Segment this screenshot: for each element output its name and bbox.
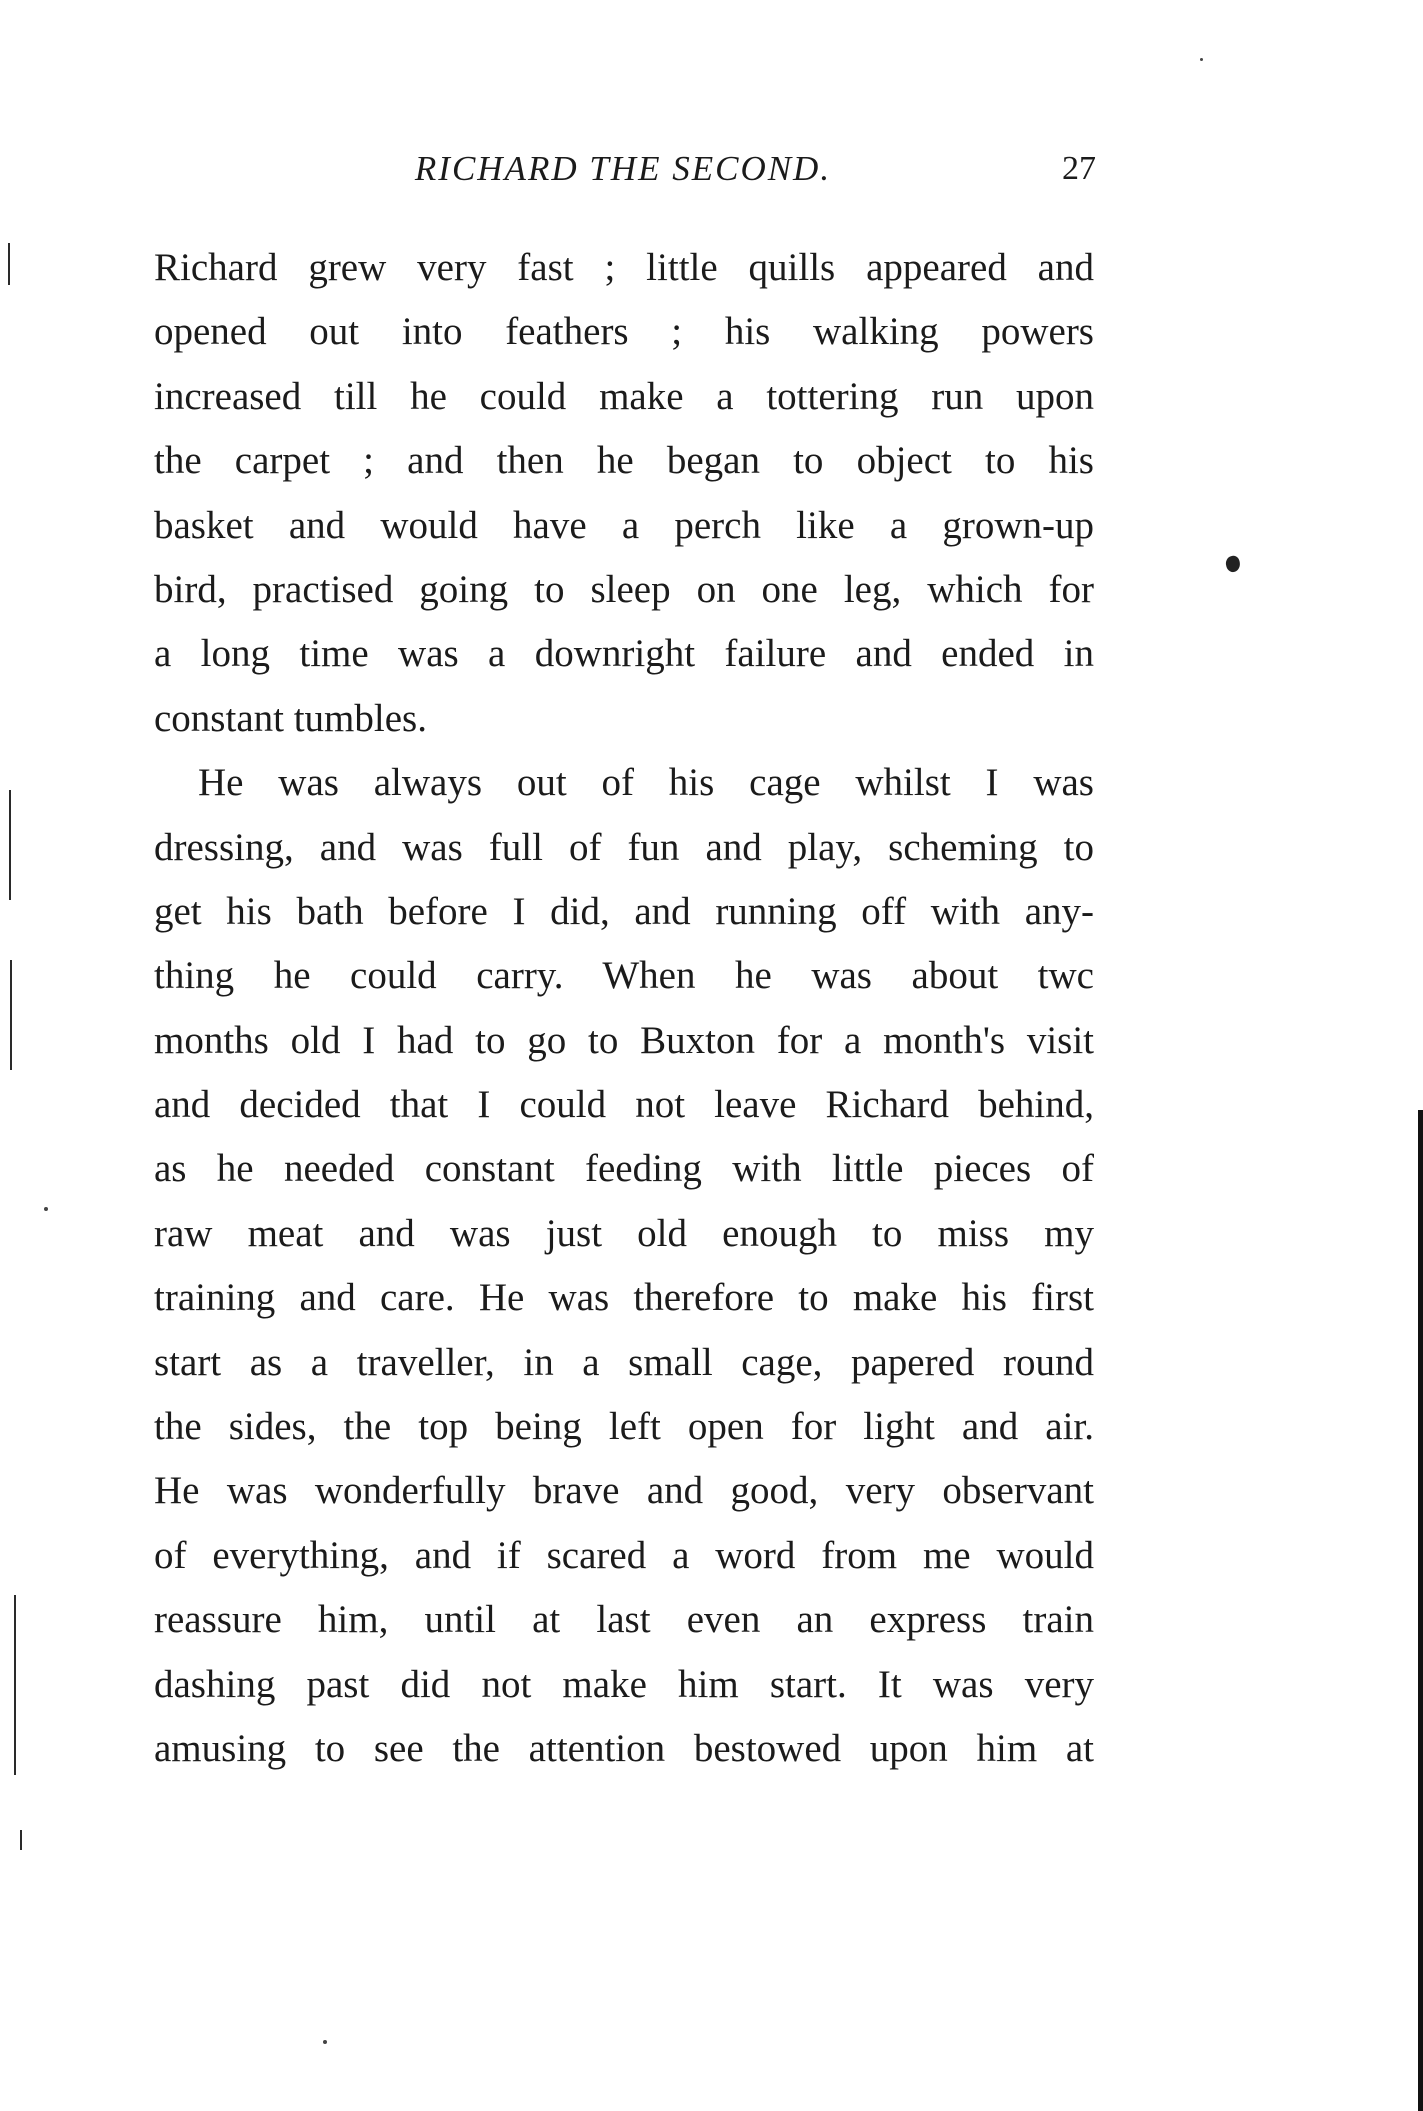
page-number: 27 (1062, 150, 1096, 187)
text-line: thing he could carry. When he was about twc (154, 954, 1094, 998)
text-line: He was always out of his cage whilst I was (198, 761, 1094, 805)
text-line: increased till he could make a tottering run upon (154, 374, 1094, 418)
text-line: basket and would have a perch like a grown-up (154, 503, 1094, 547)
text-line: reassure him, until at last even an express train (154, 1598, 1094, 1642)
page-edge-rule (1418, 1110, 1423, 2111)
text-line: and decided that I could not leave Richard behind, (154, 1083, 1094, 1127)
text-line: raw meat and was just old enough to miss my (154, 1211, 1094, 1255)
text-line: amusing to see the attention bestowed upon him at (154, 1726, 1094, 1770)
text-line: opened out into feathers ; his walking powers (154, 310, 1094, 354)
binding-shadow (20, 1830, 22, 1850)
text-line: bird, practised going to sleep on one leg, which for (154, 567, 1094, 611)
text-line: dressing, and was full of fun and play, scheming to (154, 825, 1094, 869)
speck (44, 1207, 48, 1211)
text-line: of everything, and if scared a word from me would (154, 1533, 1094, 1577)
body-text (154, 236, 1094, 1781)
text-line: Richard grew very fast ; little quills appeared and (154, 246, 1094, 289)
text-line: as he needed constant feeding with little pieces of (154, 1147, 1094, 1191)
binding-shadow (9, 790, 11, 900)
speck (1200, 58, 1203, 61)
text-line: dashing past did not make him start. It was very (154, 1662, 1094, 1706)
running-title: RICHARD THE SECOND. (414, 149, 832, 188)
text-line: training and care. He was therefore to make his first (154, 1276, 1094, 1320)
binding-shadow (14, 1595, 16, 1775)
text-line: a long time was a downright failure and ended in (154, 632, 1094, 676)
text-line: months old I had to go to Buxton for a month's visit (154, 1018, 1094, 1062)
binding-shadow (8, 243, 10, 285)
text-line: get his bath before I did, and running off with any- (154, 889, 1094, 933)
speck (323, 2040, 327, 2044)
text-line: He was wonderfully brave and good, very observant (154, 1469, 1094, 1513)
text-line: constant tumbles. (154, 696, 427, 740)
running-head (150, 142, 1096, 196)
ink-blot (1224, 554, 1242, 573)
text-line: the sides, the top being left open for light and air. (154, 1405, 1094, 1449)
text-line: the carpet ; and then he began to object to his (154, 439, 1094, 483)
binding-shadow (10, 960, 12, 1070)
text-line: start as a traveller, in a small cage, papered round (154, 1340, 1094, 1384)
